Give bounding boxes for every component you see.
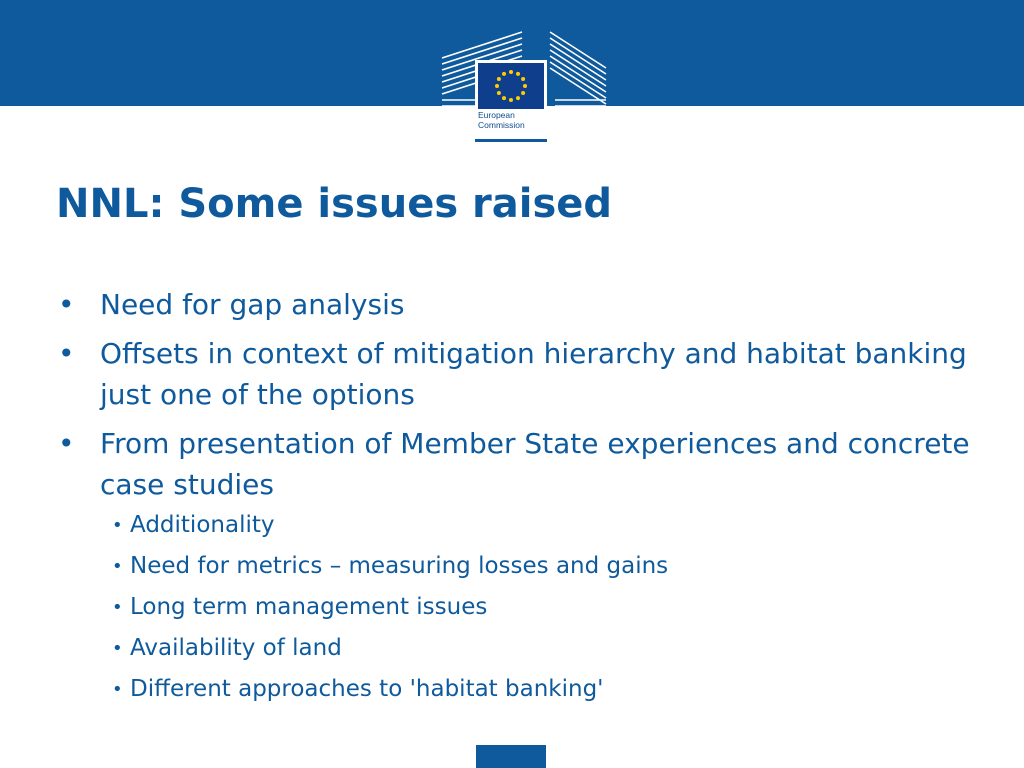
sub-bullet-item: • Different approaches to 'habitat banking' xyxy=(100,669,978,710)
bullet-item-text: From presentation of Member State experiences and concrete case studies xyxy=(100,427,970,501)
bullet-item: • Need for gap analysis xyxy=(58,284,978,325)
sub-bullet-item: • Long term management issues xyxy=(100,587,978,628)
sub-bullet-list xyxy=(100,505,978,710)
sub-bullet-item: • Availability of land xyxy=(100,628,978,669)
footer-tab xyxy=(476,745,546,768)
sub-bullet-item: • Additionality xyxy=(100,505,978,546)
logo-text-line1: European xyxy=(478,110,515,120)
bullet-item-with-subitems xyxy=(58,423,978,710)
logo-text xyxy=(478,110,550,130)
bullet-item: • Offsets in context of mitigation hierarchy and habitat banking just one of the options xyxy=(58,333,978,415)
slide-title: NNL: Some issues raised xyxy=(56,181,613,227)
sub-bullet-item: • Need for metrics – measuring losses and gains xyxy=(100,546,978,587)
bullet-list xyxy=(58,284,978,710)
logo-text-line2: Commission xyxy=(478,120,525,130)
